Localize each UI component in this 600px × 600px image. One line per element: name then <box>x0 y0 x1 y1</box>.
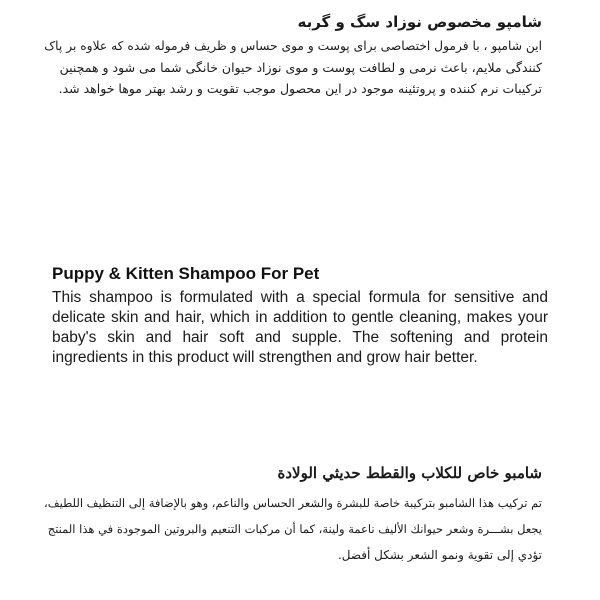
arabic-description-line: تم تركيب هذا الشامبو بتركيبة خاصة للبشرة والشعر الحساس والناعم، وهو بالإضافة إلى التنظيف اللطيف، <box>44 496 542 510</box>
arabic-description-line: يجعل بشـــرة وشعر حيوانك الأليف ناعمة ولينة، كما أن مركبات التنعيم والبروتين الموجودة في هذا المنتج <box>47 522 542 536</box>
persian-title: شامپو مخصوص نوزاد سگ و گربه <box>297 13 542 31</box>
arabic-title: شامبو خاص للكلاب والقطط حديثي الولادة <box>277 464 542 482</box>
arabic-section <box>0 460 600 568</box>
persian-description-line: کنندگی ملایم، باعث نرمی و لطافت پوست و موی نوزاد حیوان خانگی شما می شود و همچنین <box>59 60 542 75</box>
persian-description <box>40 36 542 99</box>
arabic-description <box>42 490 542 568</box>
english-section <box>0 262 600 368</box>
persian-section <box>0 10 600 99</box>
persian-description-line: این شامپو ، با فرمول اختصاصی برای پوست و موی حساس و ظریف فرموله شده که علاوه بر پاک <box>44 39 542 53</box>
arabic-description-line: تؤدي إلى تقوية ونمو الشعر بشكل أفضل. <box>337 548 542 562</box>
english-description: This shampoo is formulated with a special formula for sensitive and delicate skin and hair, which in addition to gentle cleaning, makes your baby's skin and hair soft and supple. The softening and protein ingredients in this product will strengthen and grow hair better. <box>52 289 548 366</box>
english-title: Puppy & Kitten Shampoo For Pet <box>52 264 320 283</box>
persian-description-line: ترکیبات نرم کننده و پروتئینه موجود در این محصول موجب تقویت و رشد بهتر موها خواهد شد. <box>58 81 542 96</box>
